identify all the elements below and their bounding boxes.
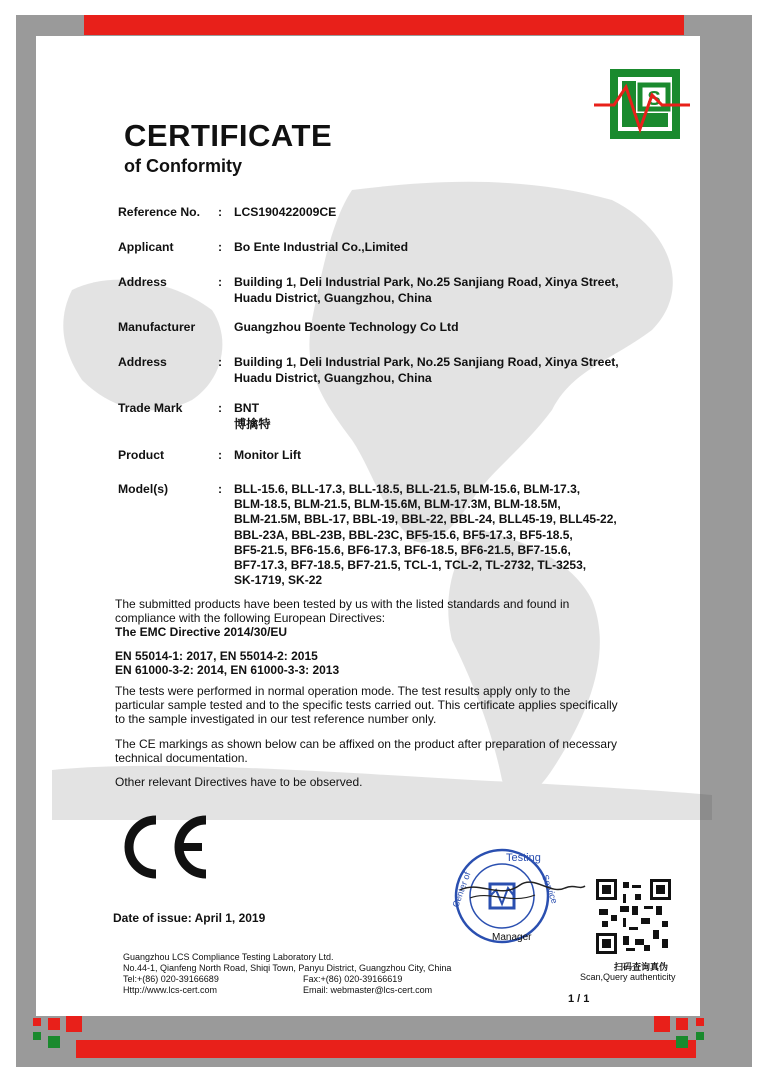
- directive-name: The EMC Directive 2014/30/EU: [115, 625, 288, 639]
- corner-square: [676, 1018, 688, 1030]
- field-value: BNT 博擒特: [234, 401, 271, 431]
- corner-square: [676, 1036, 688, 1048]
- field-label: Trade Mark: [118, 401, 183, 415]
- qr-caption-english: Scan,Query authenticity: [580, 972, 676, 982]
- field-colon: :: [218, 205, 223, 219]
- field-label: Product: [118, 448, 165, 462]
- field-value: BLL-15.6, BLL-17.3, BLL-18.5, BLL-21.5, BLM-15.6, BLM-17.3, BLM-18.5, BLM-21.5, BLM-15.6M, BLM-17.3M, BLM-18.5M, BLM-21.5M, BBL-17, BBL-19, BBL-22, BBL-24, BLL45-19, BLL45-22, BBL-23A, BBL-23B, BBL-23C, BF5-15.6, BF5-17.3, BF5-18.5, BF5-21.5, BF6-15.6, BF6-17.3, BF6-18.5, BF6-21.5, BF7-15.6, BF7-17.3, BF7-18.5, BF7-21.5, TCL-1, TCL-2, TL-2732, TL-3253, SK-1719, SK-22: [234, 482, 617, 588]
- field-label: Manufacturer: [118, 320, 196, 334]
- statement-line: The submitted products have been tested by us with the listed standards and found in: [115, 597, 570, 611]
- issue-date: Date of issue: April 1, 2019: [113, 911, 266, 925]
- field-label: Address: [118, 275, 167, 289]
- qr-code[interactable]: [596, 879, 671, 954]
- footer-tel: Tel:+(86) 020-39166689: [123, 974, 219, 984]
- qr-caption-chinese: 扫码查询真伪: [614, 962, 669, 972]
- tests-line: to the sample investigated in our test reference number only.: [115, 712, 437, 726]
- signature: [440, 860, 590, 920]
- footer-website[interactable]: Http://www.lcs-cert.com: [123, 985, 218, 995]
- corner-square: [696, 1018, 704, 1026]
- certificate-title: CERTIFICATE: [124, 118, 333, 153]
- other-directives: Other relevant Directives have to be observed.: [115, 775, 363, 789]
- certificate-subtitle: of Conformity: [124, 156, 242, 176]
- corner-square: [654, 1016, 670, 1032]
- corner-square: [33, 1032, 41, 1040]
- corner-square: [48, 1018, 60, 1030]
- corner-square: [48, 1036, 60, 1048]
- field-value: Building 1, Deli Industrial Park, No.25 Sanjiang Road, Xinya Street, Huadu District, Guangzhou, China: [234, 355, 619, 385]
- stamp-text-left: Center of: [450, 870, 473, 909]
- field-colon: :: [218, 240, 223, 254]
- stamp-text-top: Testing: [506, 852, 541, 864]
- field-label: Reference No.: [118, 205, 200, 219]
- footer-company: Guangzhou LCS Compliance Testing Laboratory Ltd.: [123, 952, 334, 962]
- footer-email[interactable]: Email: webmaster@lcs-cert.com: [303, 985, 433, 995]
- tests-line: The tests were performed in normal operation mode. The test results apply only to the: [115, 684, 571, 698]
- standards-line: EN 55014-1: 2017, EN 55014-2: 2015: [115, 649, 318, 663]
- field-value: LCS190422009CE: [234, 205, 337, 219]
- tests-line: particular sample tested and to the specific tests carried out. This certificate applies specifically: [115, 698, 618, 712]
- field-label: Applicant: [118, 240, 174, 254]
- corner-square: [33, 1018, 41, 1026]
- corner-square: [66, 1016, 82, 1032]
- top-red-bar: [84, 15, 684, 35]
- footer-fax: Fax:+(86) 020-39166619: [303, 974, 403, 984]
- field-value: Guangzhou Boente Technology Co Ltd: [234, 320, 459, 334]
- ce-mark-text: CE: [114, 814, 116, 815]
- standards-line: EN 61000-3-2: 2014, EN 61000-3-3: 2013: [115, 663, 340, 677]
- lcs-logo-icon: [592, 65, 692, 143]
- tests-paragraph: [115, 684, 655, 726]
- footer-address: No.44-1, Qianfeng North Road, Shiqi Town, Panyu District, Guangzhou City, China: [123, 963, 452, 973]
- stamp-text-right: Service: [540, 873, 560, 905]
- field-colon: :: [218, 275, 223, 289]
- statement-paragraph: [115, 597, 655, 639]
- field-colon: :: [218, 355, 223, 369]
- field-value: Building 1, Deli Industrial Park, No.25 Sanjiang Road, Xinya Street, Huadu District, Guangzhou, China: [234, 275, 619, 305]
- field-colon: :: [218, 482, 223, 496]
- ce-mark-icon: [114, 814, 214, 880]
- logo-letter: S: [647, 88, 661, 110]
- field-value: Monitor Lift: [234, 448, 302, 462]
- field-colon: :: [218, 448, 223, 462]
- bottom-red-bar: [76, 1040, 696, 1058]
- field-colon: :: [218, 401, 223, 415]
- ce-line: The CE markings as shown below can be affixed on the product after preparation of necessary: [115, 737, 618, 751]
- ce-line: technical documentation.: [115, 751, 248, 765]
- statement-line: compliance with the following European Directives:: [115, 611, 386, 625]
- field-value: Bo Ente Industrial Co.,Limited: [234, 240, 409, 254]
- field-label: Model(s): [118, 482, 169, 496]
- ce-paragraph: [115, 737, 655, 765]
- standards-list: [115, 649, 655, 677]
- field-label: Address: [118, 355, 167, 369]
- stamp-manager-label: Manager: [492, 932, 532, 943]
- corner-square: [696, 1032, 704, 1040]
- page-number: 1 / 1: [568, 993, 590, 1005]
